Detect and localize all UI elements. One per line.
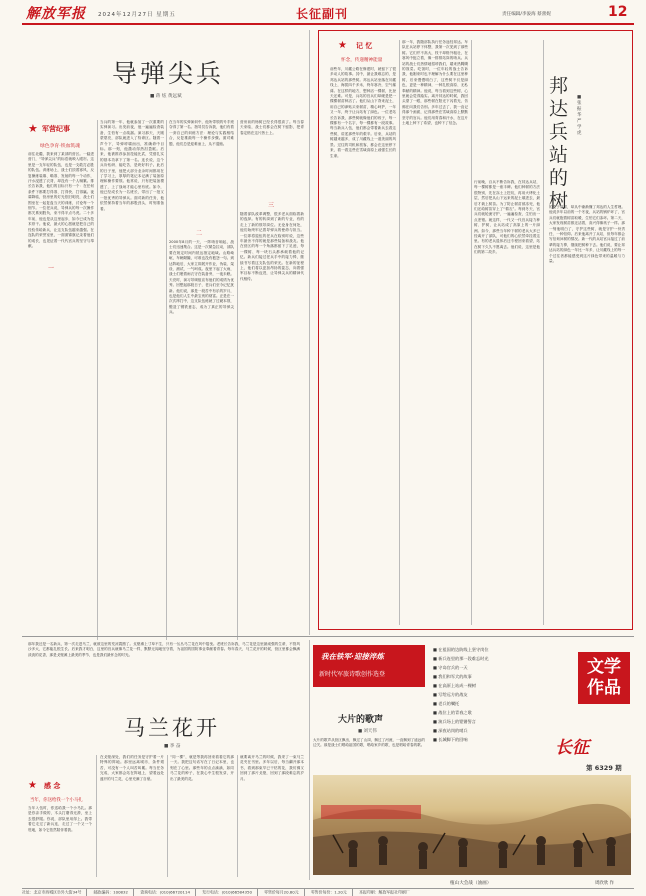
contents-item: ■ 深夜站岗的哨兵	[433, 728, 468, 733]
contents-item: ■ 战位上的青春之歌	[433, 710, 472, 715]
badge-label: 感 念	[44, 782, 61, 790]
badge-label: 记 忆	[356, 42, 373, 50]
page-number: 12	[608, 4, 628, 20]
issue-number: 第 6329 期	[586, 764, 622, 772]
contents-item: ■ 老兵的嘱托	[433, 701, 460, 706]
page-divider	[309, 30, 310, 635]
feel-subtitle: 当年，你送给我一个小马扎	[30, 798, 83, 803]
banner-line-1: 我在铁军·迎接淬炼	[321, 652, 384, 661]
painting-credit: 周欣欣 作	[595, 881, 614, 886]
poetry-banner	[313, 645, 425, 687]
kicker: 绿色孕育·铁血筑魂	[40, 144, 80, 149]
section-mark-2: 二	[196, 230, 203, 237]
oil-painting	[313, 775, 631, 875]
page-header	[0, 0, 646, 27]
feature-subtitle: 怀念，传递精神能量	[341, 58, 383, 63]
essay-col-4: 就要离开马兰的时候，我采了一束马兰花夹在书里。多年以后，每当翻开那本书，看到那束早已干枯的花，我仿佛又回到了那片戈壁，回到了那段难忘的岁月。	[240, 755, 304, 781]
essay-byline: ■ 李 奋	[164, 744, 181, 749]
feature-col-1: 前些年，川藏公路在修建时，就留下了很多动人的故事。其中，最让我难忘的，是邦达兵站的那些树。邦达兵站坐落在川藏线上，海拔四千多米，终年寒冷，空气稀薄。在这样的地方，想种活一棵树，比登天还难。可是，兵站的官兵们却硬是把一棵棵树苗种活了。他们从山下背来泥土，用自己的津贴买来树苗，精心呵护，一年又一年，终于让兵站有了绿色。一位老站长告诉我，那些树就像他们的孩子，每一棵都有一个名字，每一棵都有一段故事。每当新兵入伍，他们都会带着新兵去看这些树，讲述那些年的艰辛。后来，兵站的树越来越多，成了川藏线上一道美丽的风景。过往的司机和旅客，都会在这里停下来，看一看这些在雪域高原上顽强生长的生命。	[330, 67, 396, 158]
essay-col-2: 在戈壁深处，我们的任务是守护着一片特殊的阵地。那里远离城市，条件艰苦，可没有一个人叫苦叫累。每当任务完成，大家都会站在阵地上，望着远处盛开的马兰花，心里充满了自豪。	[100, 755, 164, 781]
contents-item: ■ 我们和军犬的故事	[433, 674, 472, 679]
feature-col-4: 的性子常常，却从中渐渐懂了邦达的人生哲理。他说多年以前的一个冬夜，兵站的锅炉坏了，官兵们就抱着树苗取暖，生怕它们冻坏。第二天，大家发现树苗都还活着，高兴得像孩子一样。那一刻他明白了，守护这些树，就是守护一份责任、一种信仰。后来他离开了兵站，但每年都会写信询问树的情况。新一代的兵站官兵接过了前辈的接力棒，继续把树种下去。他们说，要让邦达兵站的绿色一年比一年多，让川藏线上的每一个过往者都能感受到这片绿色带来的温暖与力量。	[549, 205, 625, 264]
date-line: 2024年12月27日 星期五	[98, 12, 176, 18]
column-rule	[96, 755, 97, 877]
contents-item: ■ 演兵场上的铿锵誓言	[433, 719, 476, 724]
section-mark-3: 三	[268, 202, 275, 209]
main-story-col-4b: 随着部队改革调整，很多老兵面临着新的选择。有的转岗到了新的专业，有的走上了新的领导岗位。无论身在何处，他们始终牢记着导弹兵的使命与担当。一位即将退伍的老兵在临别时说，这些年最舍不得的就是那些装备和战友。他在营区的每一个角落都留下了足迹，每一棵树、每一块石头都承载着他的记忆。新兵们接过老兵手中的接力棒，继续书写着这支队伍的荣光。在新的征程上，他们将以更加昂扬的姿态，向着强军目标不断迈进，让导弹尖兵的精神代代相传。	[240, 212, 304, 281]
contents-item: ■ 写给远方的战友	[433, 692, 468, 697]
main-story-col-3: 在当年的实弹演训中，他所带领的号手班夺得了第一名。指导员告诉我，他们有着一套自己的训练方法：理论与实践相结合，反复推敲每一个操作步骤。面对难题，他们总是迎难而上，从不退缩。	[169, 120, 234, 146]
star-icon: ★	[28, 122, 38, 135]
banner-line-2: 新时代军旅诗歌创作选登	[319, 671, 386, 678]
feature-byline: ■ 张振华 严学虎	[577, 95, 582, 136]
main-story-title: 导弹尖兵	[112, 59, 225, 88]
footer-postcode: 邮政编码：100832	[93, 889, 128, 895]
column-rule	[237, 120, 238, 640]
contents-item: ■ 新兵连里的那一段难忘时光	[433, 656, 489, 661]
essay-col-top: 那年我还是一名新兵，第一次走进马兰，就被这里的荒凉震撼了。戈壁滩上寸草不生，只有一丛丛马兰花在风中摇曳。老班长告诉我，马兰花是这里最顽强的生命，不管风沙多大，它都能扎根生长。后来我才明白，这里的官兵就像马兰花一样，默默无闻地坚守着，为祖国的国防事业奉献着青春。每年春天，马兰花开的时候，营区里都会飘满淡淡的花香，那是戈壁滩上最美的季节，也是我们最怀念的时光。	[28, 642, 300, 657]
footer-unit-price: 零售价每份：1.20元	[310, 889, 347, 895]
military-notes-badge	[28, 122, 92, 135]
column-rule	[399, 40, 400, 625]
footer-address: 社址：北京市西城区阜外大街34号	[22, 889, 82, 895]
badge-text: 文学作品	[587, 657, 621, 698]
painting-caption: 植山大会战（油画）	[450, 881, 492, 886]
song-body: 大片的歌声从营区飘出，飘过了山岗，飘过了河流，一直飘到了遥远的边关。那是战士们唱给祖国的歌，唱给家乡的歌，也是唱给青春的歌。	[313, 738, 425, 748]
section-rule	[22, 636, 634, 637]
star-icon: ★	[28, 780, 37, 791]
literature-badge	[578, 652, 630, 704]
page-divider	[309, 640, 310, 880]
section-title: 长征副刊	[296, 7, 349, 21]
footer-monthly-price: 零售价每月20.80元	[264, 889, 299, 895]
footer	[22, 889, 634, 896]
calligraphy-logo: 长征	[555, 738, 589, 758]
column-rule	[543, 40, 544, 625]
section-mark-1: 一	[48, 265, 55, 272]
contents-item: ■ 在祖国的边防线上坚守岗位	[433, 647, 489, 652]
column-rule	[471, 40, 472, 625]
essay-title: 马兰花开	[124, 716, 220, 740]
main-story-byline: ■ 蒋 炫 黄远斌	[150, 94, 182, 99]
memory-column-badge	[338, 40, 398, 52]
contents-item: ■ 长城脚下的回响	[433, 737, 468, 742]
main-story-col-1: 前往北疆，我来到了某部的营区。一踏进营门，“导弹尖兵”的标语就映入眼帘。这里是一支年轻的队伍，也是一支敢打必胜的队伍。训练场上，战士们顶着寒风，反复操练装填、瞄准、发射的每一个动作，汗水浸透了衣背，却没有一个人喊累。排长告诉我，他们的目标只有一个：在任何条件下都要打得准、打得快、打得赢。夜幕降临，营房里的灯光依旧明亮，战士们围坐在一起复盘当天的训练，讨论每一个细节。一位老兵说，导弹兵的每一次操作都关系到胜负，来不得半点马虎。二十多年前，他也是从这里起步，如今已成为技术骨干。他说，最大的心愿就是把自己的经验传给新兵，让这支队伍越来越强。在连队的荣誉室里，一面面锦旗记录着他们的成长，也见证着一代代官兵的坚守与奉献。	[28, 152, 94, 248]
masthead: 解放军报	[26, 6, 86, 22]
feature-col-2: 那一年，我随部队执行任务途经邦达。车队在兵站停下休整，我第一次见到了那些树。它们并不高大，枝干却格外粗壮，在寒风中挺立着，像一排排站岗的哨兵。兵站的战士们热情地招呼我们，端来热腾腾的饭菜。吃饭时，一位年轻的战士告诉我，他刚来时也不理解为什么要在这里种树，后来慢慢明白了，这些树不仅是绿色，更是一种精神，一种扎根高原、无私奉献的精神。他说，每当看到这些树，心里就会觉得踏实。离开邦达的时候，我回头望了一眼，那些树在阳光下闪着光，仿佛在向我们告别。多年过去了，我一直记得那个画面，记得那些在雪域高原上默默坚守的官兵。他们用青春和汗水，在这片土地上种下了希望，也种下了信念。	[402, 40, 468, 126]
star-icon: ★	[338, 40, 347, 51]
contents-list	[433, 645, 533, 744]
editor-line: 责任编辑/李浚海 蔡蕾妮	[502, 12, 551, 17]
column-rule	[237, 755, 238, 877]
feel-column-badge	[28, 780, 88, 792]
main-story-col-4: 营房前的杨树已经长得很高了。每当春天来临，战士们都会在树下留影，把青春定格在这片热土上。	[240, 120, 304, 135]
footer-printer: 本报印刷：解放军报社印刷厂	[359, 889, 410, 895]
footer-inquiry: 查询电话：(010)66720114	[140, 889, 190, 895]
main-story-col-2: 当兵的第一年，他就参加了一次重要的实弹演习。出发前夜，他一遍遍检查装备，生怕有一点疏漏。演习那天，天刚蒙蒙亮，部队就进入了待命区。随着一声令下，导弹呼啸而出，准确命中目标。那一刻，他激动得热泪盈眶。后来，他被推荐参加技能比武，凭借扎实的基本功拿下了第一名。连长说，这个兵肯钻研、能吃苦，是块好料子。此后的日子里，他把大部分业余时间都用在了学习上，厚厚的笔记本记满了装备原理和操作要领。他常说，只有把装备摸透了，上了战场才能心里有底。如今，他已经成长为一名班长，带出了一批又一批优秀的导弹兵。面对新的任务，他依然保持着当年的那股劲头，时刻准备着。	[100, 120, 164, 211]
footer-distribution: 发行电话：(010)66584350	[202, 889, 252, 895]
song-byline: ■ 刘天伟	[358, 729, 377, 734]
essay-col-3: “同一棵”，就是等我再回来看看它的那一天。我把这句话写在了日记本里，也刻在了心里。那些年的点点滴滴，如同马兰花的种子，在我心中生根发芽，开出了最美的花。	[170, 755, 234, 781]
header-rule	[22, 23, 634, 25]
column-rule	[166, 120, 167, 640]
feature-col-3: 行前晚，百兵不断告诉我，在邦达兵站，每一棵树都是一座丰碑。他们种树的方法很特别，先在冻土上挖坑，再用火烤化土层，然后把从山下运来的泥土填进去，最后才栽上树苗。为了防止树苗被冻死，他们还给树苗穿上了“棉衣”。每到冬天，官兵们就轮流守护，一遍遍检查，生怕出一点差错。就这样，一代又一代官兵接力种树、护树，让兵站成了高原上的一片绿洲。如今，那些当年种下树的老兵大多已经离开了部队，可他们的心依然牵挂着这里。有的老兵退休后还专程回来看望，站在树下久久不愿离去。他们说，这里是他们的第二故乡。	[474, 180, 540, 255]
contents-item: ■ 在高原上站成一棵树	[433, 683, 476, 688]
badge-label: 军营纪事	[42, 125, 70, 133]
main-story-col-3b: 2000年8月的一天，一阵哨音响起，战士们迅速集合。这是一次紧急拉动，部队要在规定时间内抵达指定地域。山路崎岖，车辆颠簸，可谁也没有抱怨一句。到达阵地后，大家立即展开作业，伪装、架设、测试，一气呵成。夜里下起了大雨，战士们裹着雨衣守在装备旁，一夜未眠。天亮时，演习导调组宣布他们的成绩为优秀。回想起那段日子，老兵们至今记忆犹新。他们说，那是一段苦中有乐的岁月，也是他们人生中最宝贵的财富。正是在一次次摔打中，这支队伍练就了过硬本领，锻造了钢铁意志，成为了真正的导弹尖兵。	[169, 240, 234, 315]
contents-item: ■ 守岛官兵的一天	[433, 665, 468, 670]
column-rule	[167, 755, 168, 877]
feature-title: 邦达兵站的树	[549, 75, 569, 212]
song-title: 大片的歌声	[338, 715, 384, 725]
painting-illustration	[313, 775, 631, 875]
column-rule	[97, 120, 98, 640]
feel-body: 当年入伍时，你送给我一个小马扎。那是你亲手做的，木头打磨得光滑，坐上去很舒服。你说，部队里用得上。我带着它走过了新兵连，走过了一个又一个驻地，如今它依然陪伴着我。	[28, 806, 92, 832]
